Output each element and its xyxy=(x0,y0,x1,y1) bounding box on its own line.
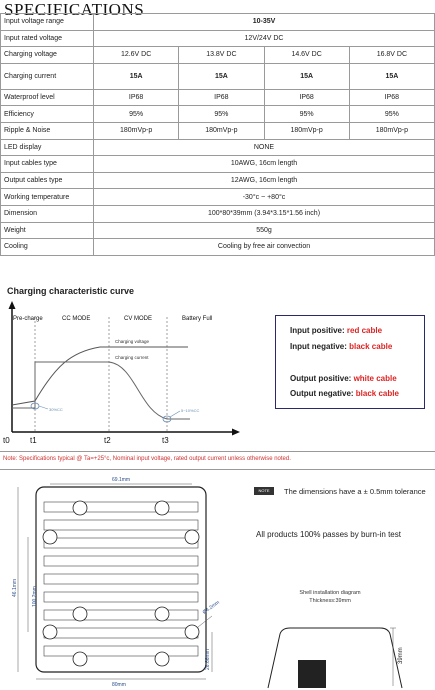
label: Input negative: xyxy=(290,342,347,351)
phase-label: Battery Full xyxy=(182,316,213,322)
table-row xyxy=(1,106,435,123)
y-axis-arrow-icon xyxy=(9,301,16,309)
fins xyxy=(44,502,198,656)
spec-label: Output cables type xyxy=(1,172,94,189)
value: black cable xyxy=(355,389,399,398)
dim-top-width: 69.1mm xyxy=(112,477,131,483)
spec-value: -30°c ~ +80°c xyxy=(94,189,435,206)
spec-value: IP68 xyxy=(94,89,179,106)
spec-note: Note: Specifications typical @ Ta=+25°c, Nominal input voltage, rated output current unless otherwise noted. xyxy=(3,456,291,462)
spec-value: 180mVp-p xyxy=(179,122,264,139)
shell-diagram xyxy=(250,620,420,690)
x-axis-arrow-icon xyxy=(232,429,240,436)
divider xyxy=(0,451,435,452)
mount-hole xyxy=(185,625,199,639)
table-row xyxy=(1,156,435,173)
page-title: SPECIFICATIONS xyxy=(4,0,145,19)
input-negative-row xyxy=(290,342,392,351)
fin xyxy=(44,628,198,638)
value: red cable xyxy=(346,326,383,335)
spec-label: Charging voltage xyxy=(1,47,94,64)
shell-title: Shell installation diagram xyxy=(299,590,361,596)
dim-small-height: 26.66mm xyxy=(205,649,211,670)
label: Input positive: xyxy=(290,326,345,335)
label: Output positive: xyxy=(290,374,352,383)
dimension-drawing xyxy=(0,472,250,690)
mount-hole xyxy=(43,625,57,639)
fin xyxy=(44,556,198,566)
leader-line xyxy=(170,411,180,417)
table-row xyxy=(1,122,435,139)
mount-hole xyxy=(73,607,87,621)
table-row xyxy=(1,189,435,206)
spec-value: IP68 xyxy=(179,89,264,106)
spec-table xyxy=(0,13,435,256)
cable-info-box xyxy=(275,315,425,409)
fin xyxy=(44,610,198,620)
fin xyxy=(44,646,198,656)
spec-label: Input cables type xyxy=(1,156,94,173)
shell-thickness: Thickness:39mm xyxy=(309,598,351,604)
mount-holes xyxy=(43,501,199,666)
table-row xyxy=(1,30,435,47)
shell-port xyxy=(298,660,326,688)
spec-value: 15A xyxy=(94,63,179,89)
table-row xyxy=(1,139,435,156)
table-row xyxy=(1,205,435,222)
divider xyxy=(0,469,435,470)
mount-hole xyxy=(73,652,87,666)
fin xyxy=(44,520,198,530)
table-row xyxy=(1,47,435,64)
dim-height-outer: 100.2mm xyxy=(32,586,38,607)
value: white cable xyxy=(353,374,397,383)
spec-label: Ripple & Noise xyxy=(1,122,94,139)
spec-label: LED display xyxy=(1,139,94,156)
legend-current: Charging current xyxy=(115,355,149,360)
dim-bottom-width: 80mm xyxy=(112,682,126,688)
spec-value: NONE xyxy=(94,139,435,156)
dim-line xyxy=(198,616,212,627)
table-row xyxy=(1,89,435,106)
phase-label: CC MODE xyxy=(62,316,91,322)
mount-hole xyxy=(155,607,169,621)
spec-value: Cooling by free air convection xyxy=(94,239,435,256)
burn-in-text: All products 100% passes by burn-in test xyxy=(256,530,401,539)
spec-value: 95% xyxy=(94,106,179,123)
spec-value: 180mVp-p xyxy=(264,122,349,139)
time-label: t1 xyxy=(30,436,37,445)
annotation-5-10cc: 5~10%CC xyxy=(181,408,200,413)
current-curve xyxy=(12,362,190,419)
mount-hole xyxy=(73,501,87,515)
spec-value: 12.6V DC xyxy=(94,47,179,64)
fin xyxy=(44,592,198,602)
leader-line xyxy=(39,406,48,409)
spec-value: 180mVp-p xyxy=(349,122,434,139)
mount-hole xyxy=(185,530,199,544)
dim-height-inner: 46.1mm xyxy=(12,578,18,597)
spec-value: 550g xyxy=(94,222,435,239)
fin xyxy=(44,502,198,512)
dim-shell-height: 39mm xyxy=(398,647,404,664)
spec-value: 180mVp-p xyxy=(94,122,179,139)
spec-value: 95% xyxy=(349,106,434,123)
table-row xyxy=(1,172,435,189)
label: Output negative: xyxy=(290,389,354,398)
table-row xyxy=(1,222,435,239)
spec-value: 10AWG, 16cm length xyxy=(94,156,435,173)
phase-label: Pre-charge xyxy=(13,316,43,322)
shell-outline xyxy=(268,628,402,688)
fin xyxy=(44,538,198,548)
spec-label: Working temperature xyxy=(1,189,94,206)
spec-label: Cooling xyxy=(1,239,94,256)
spec-label: Waterproof level xyxy=(1,89,94,106)
spec-label: Weight xyxy=(1,222,94,239)
mount-hole xyxy=(155,501,169,515)
spec-label: Dimension xyxy=(1,205,94,222)
spec-value: 95% xyxy=(264,106,349,123)
tolerance-text: The dimensions have a ± 0.5mm tolerance xyxy=(284,487,426,496)
spec-value: 10-35V xyxy=(94,14,435,31)
plate-outline xyxy=(36,487,206,672)
legend-voltage: Charging voltage xyxy=(115,339,150,344)
charging-curve-diagram xyxy=(0,297,270,447)
spec-value: IP68 xyxy=(264,89,349,106)
spec-label: Input rated voltage xyxy=(1,30,94,47)
spec-value: 95% xyxy=(179,106,264,123)
dim-hole-diameter: Ø4.2mm xyxy=(201,599,221,616)
voltage-curve xyxy=(12,347,188,405)
spec-value: 13.8V DC xyxy=(179,47,264,64)
time-label: t0 xyxy=(3,436,10,445)
mount-hole xyxy=(155,652,169,666)
annotation-30cc: 30%CC xyxy=(49,407,63,412)
spec-value: 12AWG, 16cm length xyxy=(94,172,435,189)
spec-value: 15A xyxy=(179,63,264,89)
output-negative-row xyxy=(290,389,399,398)
note-badge: NOTE xyxy=(254,487,274,495)
spec-value: 12V/24V DC xyxy=(94,30,435,47)
value: black cable xyxy=(349,342,393,351)
spec-value: 16.8V DC xyxy=(349,47,434,64)
time-label: t2 xyxy=(104,436,111,445)
shell-caption xyxy=(290,589,370,605)
fin xyxy=(44,574,198,584)
spec-value: 14.6V DC xyxy=(264,47,349,64)
table-row xyxy=(1,239,435,256)
spec-label: Charging current xyxy=(1,63,94,89)
spec-value: IP68 xyxy=(349,89,434,106)
time-label: t3 xyxy=(162,436,169,445)
spec-value: 15A xyxy=(349,63,434,89)
table-row xyxy=(1,63,435,89)
spec-label: Efficiency xyxy=(1,106,94,123)
output-positive-row xyxy=(290,374,397,383)
table-row xyxy=(1,14,435,31)
mount-hole xyxy=(43,530,57,544)
spec-value: 100*80*39mm (3.94*3.15*1.56 inch) xyxy=(94,205,435,222)
spec-value: 15A xyxy=(264,63,349,89)
curve-title: Charging characteristic curve xyxy=(7,286,135,296)
input-positive-row xyxy=(290,326,382,335)
spec-label: Input voltage range xyxy=(1,14,94,31)
phase-label: CV MODE xyxy=(124,316,153,322)
